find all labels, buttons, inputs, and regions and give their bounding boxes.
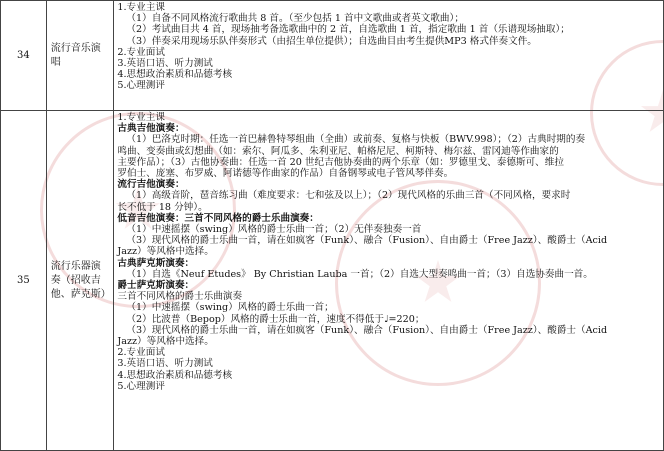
requirements-cell xyxy=(114,111,664,451)
requirement-line: （3）现代风格的爵士乐曲一首，请在如疯客（Funk）、融合（Fusion）、自由爵士（Free Jazz）、酸爵士（Acid xyxy=(126,324,608,336)
requirement-line: 3.英语口语、听力测试 xyxy=(117,58,213,70)
section-heading: 低音吉他演奏：三首不同风格的爵士乐曲演奏： xyxy=(117,212,319,224)
requirement-line: （1）中速摇摆（swing）风格的爵士乐曲一首； xyxy=(126,302,334,314)
requirement-line: 5.心理测评 xyxy=(117,380,165,392)
requirement-line: 3.英语口语、听力测试 xyxy=(117,358,213,370)
requirement-line: （3）现代风格的爵士乐曲一首，请在如疯客（Funk）、融合（Fusion）、自由爵士（Free Jazz）、酸爵士（Acid xyxy=(126,235,608,247)
requirement-line: Jazz）等风格中选择。 xyxy=(117,336,214,348)
row-number-cell: 35 xyxy=(1,111,47,451)
requirement-line: 长不低于 18 分钟）。 xyxy=(117,201,208,213)
requirement-line: 鸣曲、变奏曲或幻想曲（如：索尔、阿瓜多、朱利亚尼、帕格尼尼、柯斯特、梅尔兹、雷冈迪等作曲家的 xyxy=(117,145,559,157)
requirement-line: （1）高级音阶，琶音练习曲（难度要求：七和弦及以上）；（2）现代风格的乐曲三首（不同风格，要求时 xyxy=(126,190,571,202)
row-number-cell: 34 xyxy=(1,1,47,111)
section-heading: 爵士萨克斯演奏： xyxy=(117,280,195,292)
requirement-line: 罗伯士、庞塞、布罗威、阿诺德等作曲家的作品）自备钢琴或电子管风琴伴奏。 xyxy=(117,168,454,180)
requirement-line: （1）巴洛克时期：任选一首巴赫鲁特琴组曲（全曲）或前奏、复格与快板（BWV.998）；（2）古典时期的奏 xyxy=(126,134,586,146)
requirement-line: 三首不同风格的爵士乐曲演奏 xyxy=(117,291,243,303)
requirement-line: 4.思想政治素质和品德考核 xyxy=(117,69,233,81)
requirement-line: 1.专业主课 xyxy=(117,2,165,13)
requirement-line: （1）中速摇摆（swing）风格的爵士乐曲一首；（2）无伴奏独奏一首 xyxy=(126,224,422,236)
requirement-line: 2.专业面试 xyxy=(117,46,165,58)
requirement-line: 1.专业主课 xyxy=(117,112,165,123)
requirement-line: 5.心理测评 xyxy=(117,80,165,92)
requirement-line: （1）自备不同风格流行歌曲共 8 首。（至少包括 1 首中文歌曲或者英文歌曲）； xyxy=(126,13,464,25)
program-name-cell: 流行音乐演唱 xyxy=(46,1,114,111)
requirement-line: Jazz）等风格中选择。 xyxy=(117,246,214,258)
requirement-line: （2）考试曲目共 4 首，现场抽考备选歌曲中的 2 首，自选歌曲 1 首，指定歌曲 1 首（乐谱现场抽取）； xyxy=(126,24,570,36)
requirement-line: 4.思想政治素质和品德考核 xyxy=(117,369,233,381)
section-heading: 流行吉他演奏： xyxy=(117,179,185,191)
table-row xyxy=(1,1,664,111)
requirement-line: 主要作品）；（3）古他协奏曲：任选一首 20 世纪吉他协奏曲的两个乐章（如：罗德里戈、泰德斯可、维拉 xyxy=(117,156,564,168)
requirement-line: （3）伴奏采用现场乐队伴奏形式（由招生单位提供）；自选曲目由考生提供MP3 格式伴奏文件。 xyxy=(126,35,537,47)
requirement-line: （2）比波普（Bepop）风格的爵士乐曲一首，速度不得低于♩=220； xyxy=(126,313,425,325)
section-heading: 古典吉他演奏： xyxy=(117,123,185,135)
requirement-line: （1）自选《Neuf Etudes》 By Christian Lauba 一首；（2）自选大型奏鸣曲一首；（3）自选协奏曲一首。 xyxy=(126,268,593,280)
program-name-cell: 流行乐器演奏（招收吉他、萨克斯） xyxy=(46,111,114,451)
table-row xyxy=(1,111,664,451)
requirements-cell xyxy=(114,1,664,111)
section-heading: 古典萨克斯演奏： xyxy=(117,257,195,269)
requirement-line: 2.专业面试 xyxy=(117,347,165,359)
